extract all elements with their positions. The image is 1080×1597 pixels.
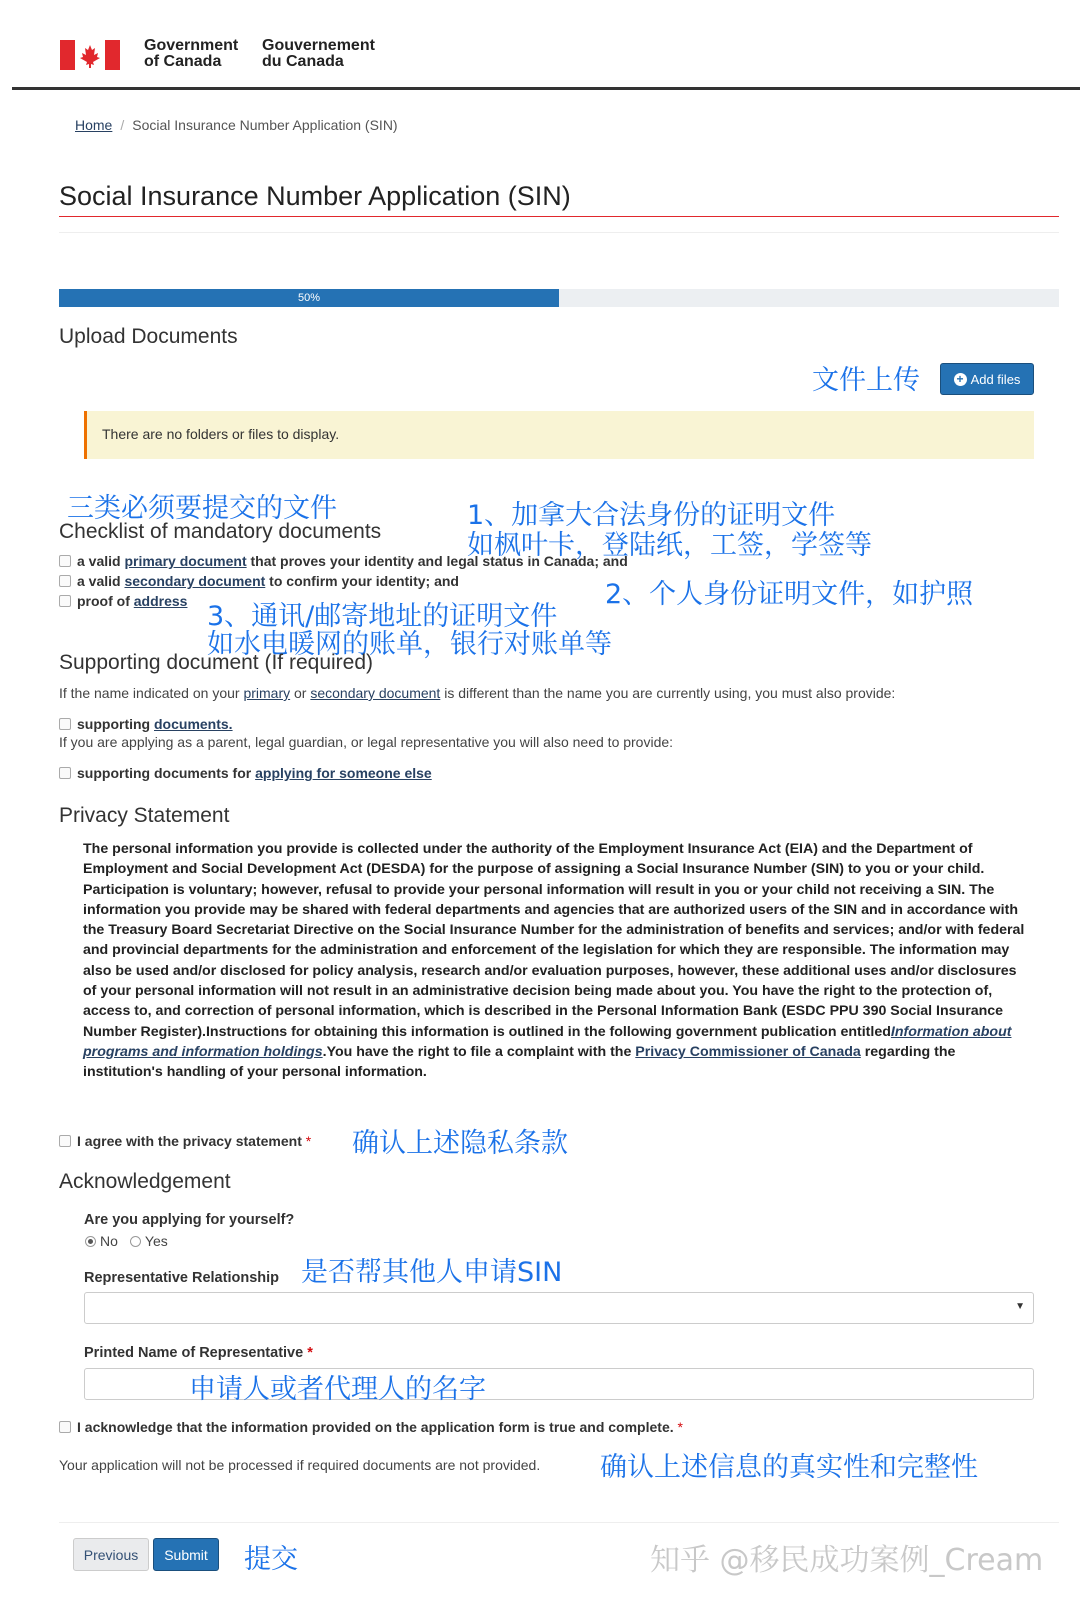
applying-yourself-question: Are you applying for yourself? <box>84 1212 295 1228</box>
annotation-note2: 2、个人身份证明文件，如护照 <box>605 579 974 610</box>
checkbox-secondary[interactable] <box>59 575 71 587</box>
privacy-mid: .You have the right to file a complaint with the <box>322 1043 636 1060</box>
gov-header <box>0 0 1080 92</box>
breadcrumb-separator: / <box>120 117 125 133</box>
item2-prefix: a valid <box>77 573 125 589</box>
checklist-heading: Checklist of mandatory documents <box>59 520 382 543</box>
watermark: 知乎 @移民成功案例_Cream <box>650 1543 1044 1578</box>
documents-link[interactable]: documents. <box>154 716 233 732</box>
supporting-intro-mid: or <box>290 685 311 701</box>
plus-circle-icon: + <box>954 373 967 386</box>
gov-en-line1: Government <box>144 37 239 54</box>
progress-fill <box>59 289 559 307</box>
header-divider <box>12 87 1080 90</box>
breadcrumb <box>75 117 398 133</box>
privacy-tail: regarding the institution's handling of your personal information. <box>83 1043 956 1081</box>
acknowledge-label: I acknowledge that the information provided on the application form is true and complete. <box>77 1419 674 1435</box>
add-files-button[interactable] <box>940 363 1034 395</box>
radio-yes[interactable] <box>130 1236 141 1247</box>
annotation-note3-line2: 如水电暖网的账单，银行对账单等 <box>207 629 612 660</box>
annotation-note1-line2: 如枫叶卡，登陆纸，工签，学签等 <box>467 530 872 561</box>
annotation-upload: 文件上传 <box>812 365 920 396</box>
checkbox-primary[interactable] <box>59 555 71 567</box>
privacy-agree-label: I agree with the privacy statement <box>77 1133 302 1149</box>
checkbox-acknowledge[interactable] <box>59 1421 71 1433</box>
address-link[interactable]: address <box>133 593 188 609</box>
radio-no-label: No <box>100 1233 118 1249</box>
checkbox-supporting-documents[interactable] <box>59 718 71 730</box>
gov-fr-line2: du Canada <box>262 53 344 70</box>
item1-suffix: that proves your identity and legal status in Canada; and <box>246 553 628 569</box>
checkbox-privacy-agree[interactable] <box>59 1135 71 1147</box>
processing-warning: Your application will not be processed if required documents are not provided. <box>59 1457 541 1473</box>
submit-button[interactable]: Submit <box>153 1538 219 1571</box>
applying-for-someone-else-link[interactable]: applying for someone else <box>255 765 432 781</box>
secondary-document-link[interactable]: secondary document <box>124 573 266 589</box>
supporting-item2-prefix: supporting documents for <box>77 765 256 781</box>
checklist-item-primary <box>59 553 628 569</box>
item3-prefix: proof of <box>77 593 134 609</box>
rep-relationship-select[interactable] <box>84 1292 1034 1324</box>
annotation-confirm-true: 确认上述信息的真实性和完整性 <box>600 1452 978 1483</box>
privacy-body: The personal information you provide is collected under the authority of the Employment Insurance Act (EIA) and the Department of Employment and Social Development Act (DESDA) for the purpose of assigning a Social Insurance Number (SIN) to you or your child. Participation is voluntary; however, refusal to provide your personal information will result in you or your child not receiving a SIN. The information you provide may be shared with federal departments and agencies that are authorized users of the SIN and in accordance with the Treasury Board Secretariat Directive on the Social Insurance Number for the administration of benefits and services; and/or with federal and provincial departments for the administration and enforcement of the legislation for which they are responsible. The information may also be used and/or disclosed for policy analysis, research and/or evaluation purposes, however, these additional uses and/or disclosures of your personal information will not result in an administrative decision being made about you. You have the right to the protection of, access to, and correction of personal information, which is described in the Personal Information Bank (ESDC PPU 390 Social Insurance Number Register).Instructions for obtaining this information is outlined in the following government publication entitled <box>83 841 1025 1040</box>
annotation-note1-line1: 1、加拿大合法身份的证明文件 <box>467 500 836 531</box>
item1-prefix: a valid <box>77 553 125 569</box>
gov-name-fr[interactable] <box>262 38 375 70</box>
previous-button[interactable]: Previous <box>73 1538 149 1571</box>
privacy-commissioner-link[interactable]: Privacy Commissioner of Canada <box>635 1043 861 1060</box>
breadcrumb-current: Social Insurance Number Application (SIN) <box>132 117 398 133</box>
title-underline <box>59 216 1059 217</box>
annotation-applicant-name: 申请人或者代理人的名字 <box>189 1374 486 1405</box>
info-programs-link[interactable]: Information about programs and information holdings <box>83 1023 1012 1060</box>
parent-note: If you are applying as a parent, legal guardian, or legal representative you will also need to provide: <box>59 734 674 750</box>
primary-document-link[interactable]: primary document <box>124 553 247 569</box>
progress-label: 50% <box>297 292 321 304</box>
annotation-apply-for-others: 是否帮其他人申请SIN <box>301 1257 563 1288</box>
annotation-three-types: 三类必须要提交的文件 <box>67 493 337 524</box>
annotation-note3-line1: 3、通讯/邮寄地址的证明文件 <box>207 601 558 632</box>
supporting-item-someone-else <box>59 765 432 781</box>
checkbox-address[interactable] <box>59 595 71 607</box>
gov-name-en[interactable] <box>144 38 238 70</box>
checklist-item-address <box>59 593 187 609</box>
checklist-item-secondary <box>59 573 459 589</box>
primary-link[interactable]: primary <box>243 685 291 701</box>
title-divider <box>59 232 1059 233</box>
privacy-agree-row <box>59 1133 311 1149</box>
acknowledgement-heading: Acknowledgement <box>59 1170 231 1193</box>
privacy-heading: Privacy Statement <box>59 804 230 827</box>
supporting-item-documents <box>59 716 233 732</box>
privacy-statement-text <box>83 839 1033 1083</box>
rep-relationship-label: Representative Relationship <box>84 1270 279 1286</box>
radio-yes-label: Yes <box>144 1233 168 1249</box>
empty-files-alert <box>84 411 1034 459</box>
annotation-privacy-confirm: 确认上述隐私条款 <box>352 1128 568 1159</box>
progress-bar <box>59 289 1059 307</box>
supporting-intro-prefix: If the name indicated on your <box>59 685 244 701</box>
add-files-label: Add files <box>970 371 1021 387</box>
empty-files-message: There are no folders or files to display. <box>102 426 340 442</box>
gov-fr-line1: Gouvernement <box>262 37 375 54</box>
required-mark: * <box>305 1133 312 1149</box>
checkbox-someone-else[interactable] <box>59 767 71 779</box>
canada-flag-icon <box>60 40 120 70</box>
supporting-heading: Supporting document (If required) <box>59 651 374 674</box>
item2-suffix: to confirm your identity; and <box>265 573 459 589</box>
annotation-submit: 提交 <box>244 1544 298 1575</box>
required-mark: * <box>307 1345 313 1361</box>
acknowledge-row <box>59 1419 683 1435</box>
supporting-item1-prefix: supporting <box>77 716 154 732</box>
gov-en-line2: of Canada <box>144 53 222 70</box>
radio-no[interactable] <box>85 1236 96 1247</box>
breadcrumb-home-link[interactable]: Home <box>75 117 113 133</box>
upload-heading: Upload Documents <box>59 325 238 348</box>
supporting-intro <box>59 685 895 701</box>
secondary-document-link-2[interactable]: secondary document <box>310 685 441 701</box>
printed-name-label-text: Printed Name of Representative <box>84 1345 304 1361</box>
chevron-down-icon: ▼ <box>1015 1301 1025 1312</box>
page-title: Social Insurance Number Application (SIN) <box>59 181 571 211</box>
required-mark: * <box>677 1419 683 1435</box>
applying-yourself-radio-group <box>85 1233 168 1249</box>
printed-name-label <box>84 1345 313 1361</box>
footer-divider <box>59 1522 1059 1523</box>
supporting-intro-suffix: is different than the name you are currently using, you must also provide: <box>440 685 896 701</box>
